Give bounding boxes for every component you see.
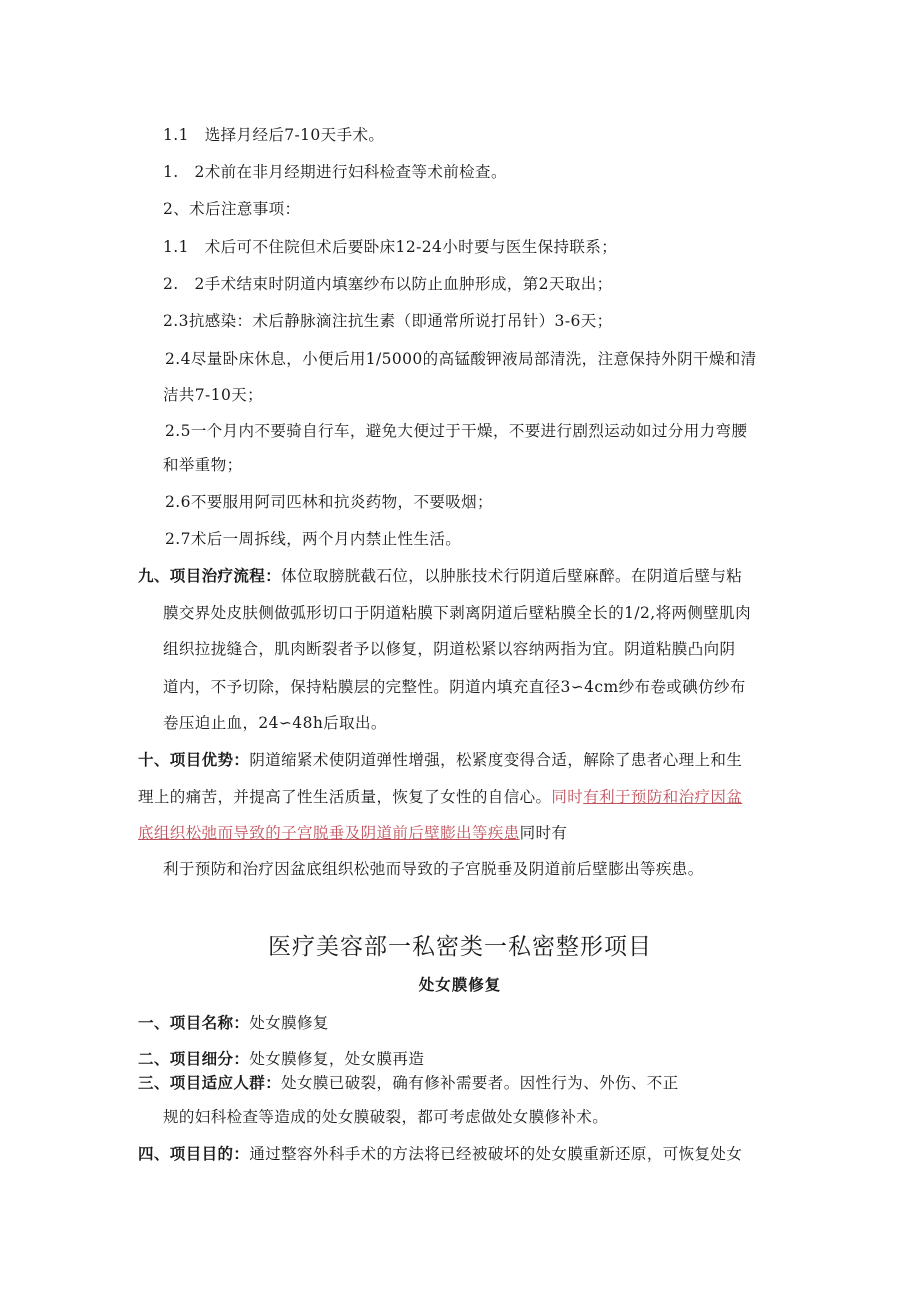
item-label: 三、项目适应人群： xyxy=(138,1073,282,1092)
para-line: 2.5一个月内不要骑自行车，避免大便过于干燥，不要进行剧烈运动如过分用力弯腰 xyxy=(165,422,748,440)
section-nine-label: 九、项目治疗流程： xyxy=(138,566,282,585)
section-ten-text: 阴道缩紧术使阴道弹性增强，松紧度变得合适，解除了患者心理上和生 xyxy=(249,751,743,769)
highlight-text: 同时 xyxy=(551,788,584,806)
highlight-underlined-text: 底组织松弛而导致的子宫脱垂及阴道前后壁膨出等疾患 xyxy=(138,824,520,842)
item-text: 通过整容外科手术的方法将已经被破坏的处女膜重新还原，可恢复处女 xyxy=(249,1145,743,1163)
section-ten-line-2 xyxy=(138,785,742,807)
section-ten-line-3 xyxy=(138,821,567,843)
para-line: 洁共7-10天； xyxy=(163,386,264,404)
para-line: 卷压迫止血，24∽48h后取出。 xyxy=(163,714,387,732)
para-line: 1.1 术后可不住院但术后要卧床12-24小时要与医生保持联系； xyxy=(163,238,618,256)
para-line: 2、术后注意事项： xyxy=(163,200,301,218)
para-line: 2.6不要服用阿司匹林和抗炎药物，不要吸烟； xyxy=(165,493,493,511)
item-line-4 xyxy=(138,1142,742,1164)
section-ten-line xyxy=(138,748,742,770)
item-line-3 xyxy=(138,1071,679,1093)
item-line-1 xyxy=(138,1011,329,1033)
highlight-underlined-text: 有利于预防和治疗因盆 xyxy=(583,788,743,806)
para-line: 2.4尽量卧床休息，小便后用1/5000的高锰酸钾液局部清洗，注意保持外阴干燥和清 xyxy=(165,350,757,368)
para-line: 2.7术后一周拆线，两个月内禁止性生活。 xyxy=(165,530,462,548)
item-text: 处女膜修复 xyxy=(249,1014,329,1032)
para-line: 1.1 选择月经后7-10天手术。 xyxy=(163,126,385,144)
para-line: 规的妇科检查等造成的处女膜破裂，都可考虑做处女膜修补术。 xyxy=(163,1108,609,1126)
section-ten-text: 理上的痛苦，并提高了性生活质量，恢复了女性的自信心。 xyxy=(138,788,552,806)
para-line: 和举重物； xyxy=(163,456,243,474)
section-title: 医疗美容部一私密类一私密整形项目 xyxy=(268,934,652,960)
section-subtitle: 处女膜修复 xyxy=(418,975,502,994)
section-nine-text: 体位取膀胱截石位，以肿胀技术行阴道后壁麻醉。在阴道后壁与粘 xyxy=(281,567,743,585)
item-label: 一、项目名称： xyxy=(138,1013,250,1032)
item-text: 处女膜已破裂，确有修补需要者。因性行为、外伤、不正 xyxy=(281,1074,679,1092)
para-line: 1. 2术前在非月经期进行妇科检查等术前检查。 xyxy=(163,163,507,181)
section-nine-line xyxy=(138,564,742,586)
section-ten-text: 同时有 xyxy=(519,824,568,842)
para-line: 利于预防和治疗因盆底组织松弛而导致的子宫脱垂及阴道前后壁膨出等疾患。 xyxy=(163,860,704,878)
para-line: 组织拉拢缝合，肌肉断裂者予以修复，阴道松紧以容纳两指为宜。阴道粘膜凸向阴 xyxy=(163,640,736,658)
para-line: 2.3抗感染：术后静脉滴注抗生素（即通常所说打吊针）3-6天； xyxy=(163,312,613,330)
para-line: 道内，不予切除，保持粘膜层的完整性。阴道内填充直径3∽4cm纱布卷或碘仿纱布 xyxy=(163,678,746,696)
section-ten-label: 十、项目优势： xyxy=(138,750,250,769)
para-line: 膜交界处皮肤侧做弧形切口于阴道粘膜下剥离阴道后壁粘膜全长的1/2,将两侧壁肌肉 xyxy=(163,604,751,622)
item-line-2 xyxy=(138,1047,424,1069)
para-line: 2. 2手术结束时阴道内填塞纱布以防止血肿形成，第2天取出； xyxy=(163,275,613,293)
item-label: 四、项目目的： xyxy=(138,1144,250,1163)
item-text: 处女膜修复，处女膜再造 xyxy=(249,1050,425,1068)
item-label: 二、项目细分： xyxy=(138,1049,250,1068)
